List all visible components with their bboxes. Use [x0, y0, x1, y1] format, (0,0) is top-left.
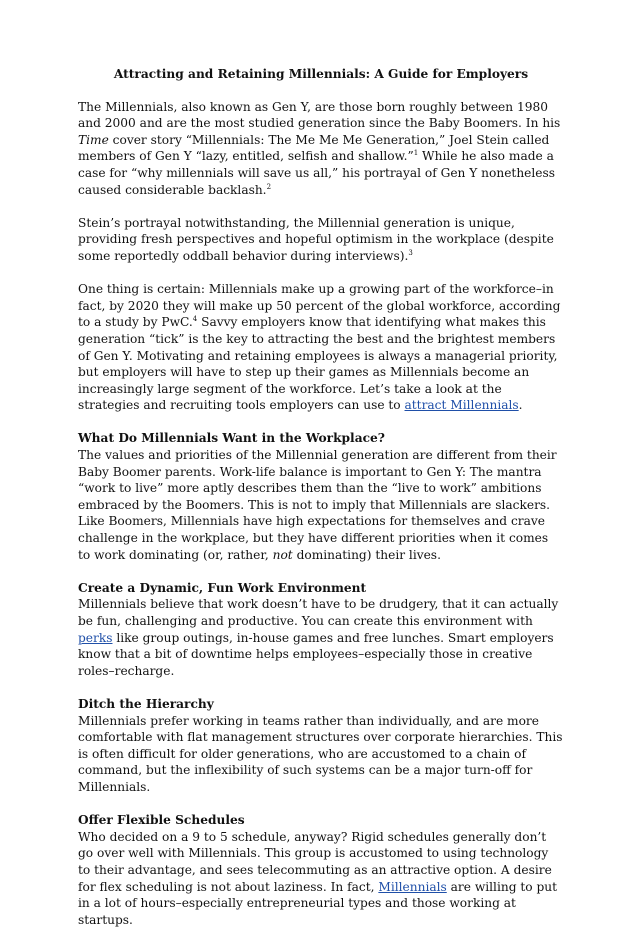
section-heading-workplace-wants: What Do Millennials Want in the Workplace? — [78, 431, 385, 446]
magazine-name: Time — [78, 132, 109, 147]
emphasis-not: not — [272, 547, 293, 562]
attract-millennials-link[interactable]: attract Millennials — [404, 398, 519, 413]
footnote-ref-4: 4 — [192, 315, 198, 324]
intro-paragraph-3: One thing is certain: Millennials make up a growing part of the workforce–in fact, by 2020 they will make up 50 percent of the global workforce, according to a study by PwC.$^4$ Savvy employers know that identifying what makes this generation “tick” is the key to attracting the best and the brightest members of Gen Y. Motivating and retaining employees is always a managerial priority, but employers will have to step up their games as Millennials become an increasingly large segment of the workforce. Let’s take a look at the strategies and recruiting tools employers can use to attract Millennials. — [78, 282, 561, 413]
document-page — [78, 66, 564, 945]
section-ditch-hierarchy: Ditch the Hierarchy Millennials prefer working in teams rather than individually, and are more comfortable with flat management structures over corporate hierarchies. This is often difficult for older generations, who are accustomed to a chain of command, but the inflexibility of such systems can be a major turn-off for Millennials. — [78, 696, 563, 794]
intro-paragraph-2: Stein’s portrayal notwithstanding, the Millennial generation is unique, providing fresh perspectives and hopeful optimism in the workplace (despite some reportedly oddball behavior during interviews).$^3$ — [78, 215, 554, 263]
footnote-ref-2: 2 — [266, 182, 272, 191]
section-heading-dynamic-environment: Create a Dynamic, Fun Work Environment — [78, 580, 367, 595]
section-heading-flexible-schedules: Offer Flexible Schedules — [78, 813, 245, 828]
intro-paragraph-1: The Millennials, also known as Gen Y, are those born roughly between 1980 and 2000 and are the most studied generation since the Baby Boomers. In his Time cover story “Millennials: The Me Me Me Generation,” Joel Stein called members of Gen Y “lazy, entitled, selfish and shallow.”$^1$ While he also made a case for “why millennials will save us all,” his portrayal of Gen Y nonetheless caused considerable backlash.$^2$ — [78, 99, 561, 197]
section-dynamic-environment: Create a Dynamic, Fun Work Environment Millennials believe that work doesn’t have to be drudgery, that it can actually be fun, challenging and productive. You can create this environment with perks like group outings, in-house games and free lunches. Smart employers know that a bit of downtime helps employees–especially those in creative roles–recharge. — [78, 580, 564, 680]
millennials-link[interactable]: Millennials — [378, 879, 447, 894]
footnote-ref-1: 1 — [413, 149, 419, 158]
section-workplace-wants: What Do Millennials Want in the Workplace? The values and priorities of the Millennial generation are different from their Baby Boomer parents. Work-life balance is important to Gen Y: The mantra “work to live” more aptly describes them than the “live to work” ambitions embraced by the Boomers. This is not to imply that Millennials are slackers. Like Boomers, Millennials have high expectations for themselves and crave challenge in the workplace, but they have different priorities when it comes to work dominating (or, rather, not dominating) their lives. — [78, 430, 564, 563]
perks-link[interactable]: perks — [78, 630, 113, 645]
document-title: Attracting and Retaining Millennials: A Guide for Employers — [113, 67, 529, 81]
section-flexible-schedules: Offer Flexible Schedules Who decided on a 9 to 5 schedule, anyway? Rigid schedules generally don’t go over well with Millennials. This group is accustomed to using technology to their advantage, and sees telecommuting as an attractive option. A desire for flex scheduling is not about laziness. In fact, Millennials are willing to put in a lot of hours–especially entrepreneurial types and those working at startups. — [78, 812, 564, 928]
section-heading-ditch-hierarchy: Ditch the Hierarchy — [78, 696, 214, 711]
footnote-ref-3: 3 — [408, 248, 413, 257]
